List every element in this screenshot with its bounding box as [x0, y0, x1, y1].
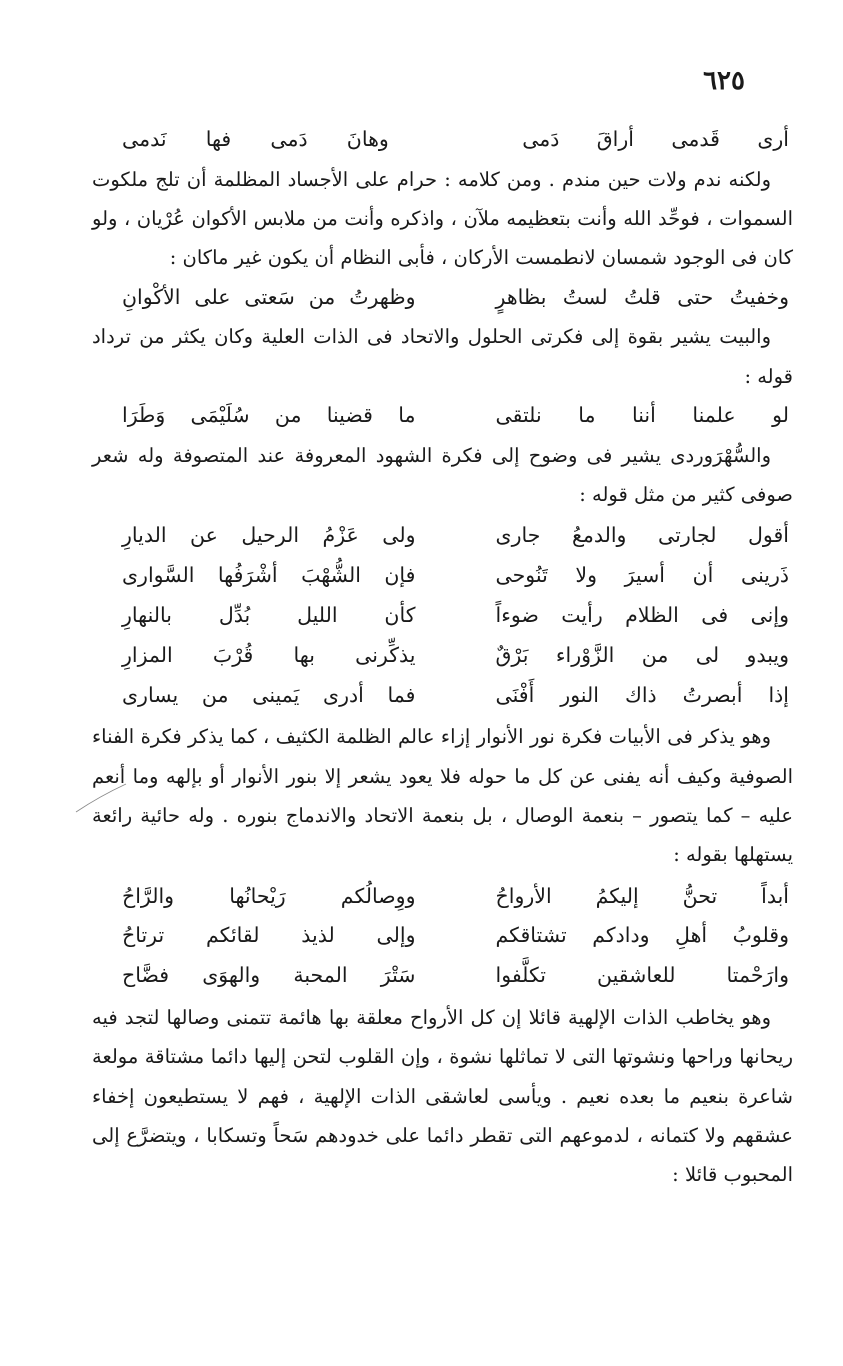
prose-paragraph: والبيت يشير بقوة إلى فكرتى الحلول والاتحاد فى الذات العلية وكان يكثر من ترداد قوله :	[92, 325, 793, 388]
verse-first-hemistich: وارَحْمتا للعاشقين تكلَّفوا	[495, 963, 789, 988]
prose-paragraph: وهو يذكر فى الأبيات فكرة نور الأنوار إزاء عالم الظلمة الكثيف ، كما يذكر فكرة الفناء الصوفية وكيف أنه يفنى عن كل ما حوله فلا يعود يشعر إلا بنور الأنوار أو بإلهه وما أنعم عليه – كما يتصور – بنعمة الوصال ، بل بنعمة الاتحاد والاندماج بنوره . وله حائية رائعة يستهلها بقوله :	[92, 725, 793, 867]
verse-second-hemistich: ما قضينا من سُلَيْمَى وَطَرَا	[122, 403, 416, 428]
verse-line	[92, 956, 793, 996]
verse-second-hemistich: ووِصالُكم رَيْحانُها والرَّاحُ	[122, 883, 416, 908]
verse-line	[92, 877, 793, 917]
verse-first-hemistich: أبداً تحنُّ إليكمُ الأرواحُ	[495, 883, 789, 908]
page-content	[92, 120, 793, 1195]
verse-first-hemistich: إذا أبصرتُ ذاك النور أَفْنَى	[495, 682, 789, 707]
prose-paragraph: والسُّهْرَوردى يشير فى وضوح إلى فكرة الشهود المعروفة عند المتصوفة وله شعر صوفى كثير من مثل قوله :	[92, 443, 793, 507]
verse-line	[92, 516, 793, 556]
verse-first-hemistich: وإنى فى الظلام رأيت ضوءاً	[495, 603, 789, 628]
verse-line	[92, 120, 793, 160]
verse-line	[92, 636, 793, 676]
verse-line	[92, 676, 793, 716]
verse-first-hemistich: أرى قَدمى أراقَ دَمى	[522, 127, 789, 151]
verse-second-hemistich: سَتْرَ المحبة والهوَى فضَّاح	[122, 963, 416, 988]
verse-second-hemistich: فإن الشُّهْبَ أشْرَفُها السَّوارى	[122, 563, 416, 588]
verse-first-hemistich: ذَرينى أن أسيرَ ولا تَنُوحى	[495, 563, 789, 588]
verse-first-hemistich: ويبدو لى من الزَّوْراء بَرْقٌ	[495, 642, 789, 667]
poem-stanza	[92, 516, 793, 715]
verse-first-hemistich: وقلوبُ أهلِ ودادكم تشتاقكم	[495, 923, 789, 948]
verse-first-hemistich: وخفيتُ حتى قلتُ لستُ بظاهرٍ	[495, 284, 789, 309]
pencil-mark	[74, 782, 128, 820]
verse-line	[92, 278, 793, 318]
verse-second-hemistich: وظهرتُ من سَعتى على الأكْوانِ	[122, 284, 416, 309]
prose-paragraph: ولكنه ندم ولات حين مندم . ومن كلامه : حرام على الأجساد المظلمة أن تلج ملكوت السموات ، فوحِّد الله وأنت بتعظيمه ملآن ، واذكره وأنت من ملابس الأكوان عُرْيان ، ولو كان فى الوجود شمسان لانطمست الأركان ، فأبى النظام أن يكون غير ماكان :	[92, 167, 793, 270]
verse-line	[92, 916, 793, 956]
verse-first-hemistich: لو علمنا أننا ما نلتقى	[495, 403, 789, 428]
prose-paragraph: وهو يخاطب الذات الإلهية قائلا إن كل الأرواح معلقة بها هائمة تتمنى وصالها لتجد فيه ريحانها وراحها ونشوتها التى لا تماثلها نشوة ، وإن القلوب لتحن إليها دائما مشتاقة مولعة شاعرة بنعيم ما بعده نعيم . ويأسى لعاشقى الذات الإلهية ، فهم لا يستطيعون إخفاء عشقهم ولا كتمانه ، لدموعهم التى تقطر دائما على خدودهم سَحاً وتسكابا ، ويتضرَّع إلى المحبوب قائلا :	[92, 1006, 793, 1187]
poem-stanza	[92, 877, 793, 996]
verse-second-hemistich: يذكِّرنى بها قُرْبَ المزارِ	[122, 642, 416, 667]
verse-line	[92, 596, 793, 636]
verse-line	[92, 396, 793, 436]
verse-second-hemistich: وإلى لذيذ لقائكم ترتاحُ	[122, 923, 416, 948]
verse-first-hemistich: أقول لجارتى والدمعُ جارى	[495, 523, 789, 548]
verse-line	[92, 556, 793, 596]
page-number: ٦٢٥	[703, 66, 745, 96]
verse-second-hemistich: وهانَ دَمى فها نَدمى	[122, 127, 389, 151]
verse-second-hemistich: ولى عَزْمُ الرحيل عن الديارِ	[122, 523, 416, 548]
verse-second-hemistich: فما أدرى يَمينى من يسارى	[122, 682, 416, 707]
verse-second-hemistich: كأن الليل بُدِّل بالنهارِ	[122, 603, 416, 628]
